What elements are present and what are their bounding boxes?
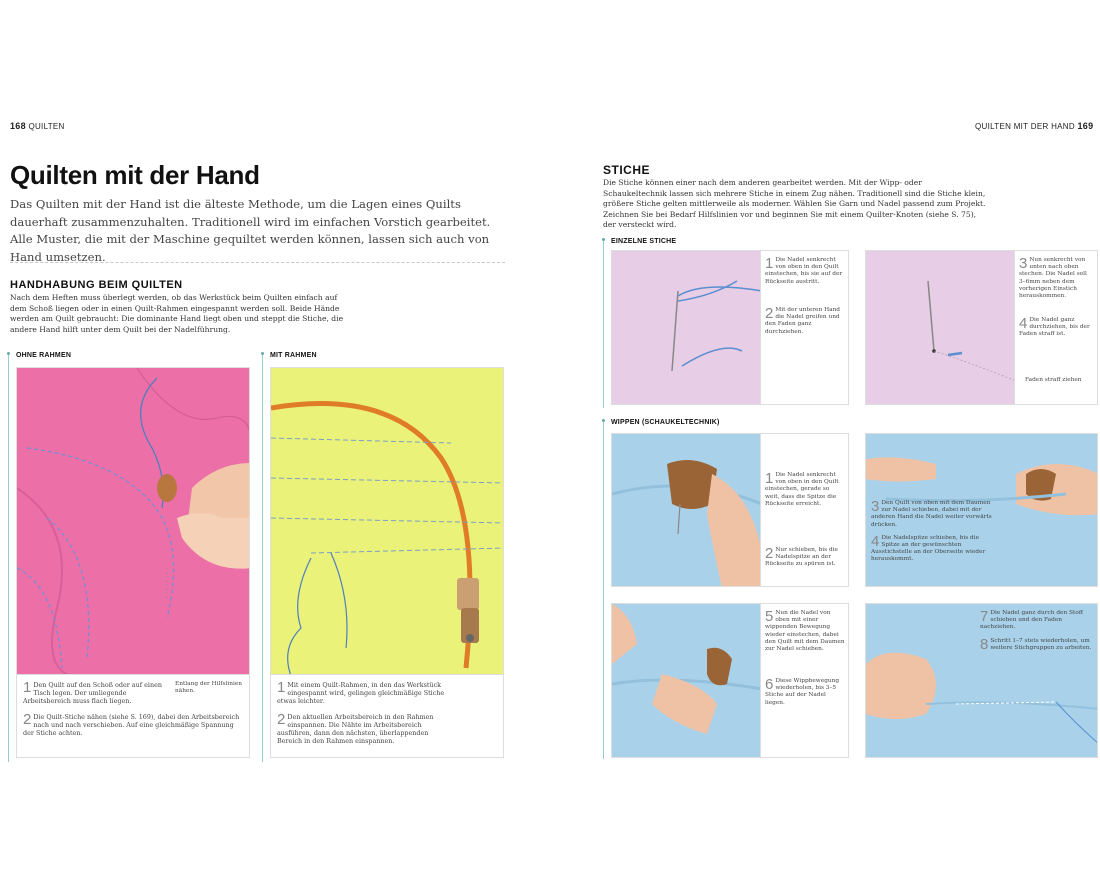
callout-faden-straff: Faden straff ziehen xyxy=(1025,377,1082,383)
step-number: 7 xyxy=(980,608,989,625)
photo-ohne-rahmen xyxy=(16,367,250,675)
step-text: Die Nadel ganz durch den Stoff schieben und den Faden nachziehen. xyxy=(980,610,1083,631)
heading-wippen: WIPPEN (SCHAUKELTECHNIK) xyxy=(611,419,720,426)
step-number: 8 xyxy=(980,635,989,653)
left-folio: 168 QUILTEN xyxy=(10,121,65,131)
step-number: 2 xyxy=(23,711,32,728)
step-text: Die Nadel senkrecht von oben in den Quilt einstechen, bis sie auf der Rückseite austritt. xyxy=(765,257,843,285)
heading-einzelne-stiche: EINZELNE STICHE xyxy=(611,238,677,245)
step-number: 2 xyxy=(765,545,774,562)
section-title-stiche: STICHE xyxy=(603,163,651,177)
step-number: 2 xyxy=(765,305,774,322)
step-number: 1 xyxy=(765,470,774,487)
step-text: Die Quilt-Stiche nähen (siehe S. 169), dabei den Arbeitsbereich nach und nach verschieben. Auf eine gleichmäßige Spannung der Stiche achten. xyxy=(23,713,240,737)
caption-einzelne-1 xyxy=(761,250,849,405)
step-number: 3 xyxy=(871,498,880,515)
caption-wippen-2 xyxy=(871,500,996,564)
section-text-handhabung: Nach dem Heften muss überlegt werden, ob das Werkstück beim Quilten einfach auf dem Schoß liegen oder in einen Quilt-Rahmen eingespannt werden soll. Beide Hände werden am Quilt gebraucht: Die dominante Hand liegt oben und steppt die Stiche, die andere Hand hilft unter dem Quilt bei der Nadelführung. xyxy=(10,293,344,334)
step-number: 4 xyxy=(871,532,880,550)
photo-wippen-1 xyxy=(611,433,761,587)
step-text: Mit einem Quilt-Rahmen, in den das Werkstück eingespannt wird, gelingen gleichmäßige Stiche etwas leichter. xyxy=(277,681,445,705)
step-number: 3 xyxy=(1019,255,1028,272)
step-text: Den Quilt von oben mit dem Daumen zur Nadel schieben, dabei mit der anderen Hand die Nadel weiter vorwärts drücken. xyxy=(871,500,992,528)
step-number: 1 xyxy=(23,679,32,696)
step-number: 1 xyxy=(765,255,774,272)
step-text: Die Nadel ganz durchziehen, bis der Faden straff ist. xyxy=(1019,317,1090,338)
caption-wippen-1 xyxy=(761,433,849,587)
step-text: Die Nadel senkrecht von oben in den Quilt einstechen, gerade so weit, dass die Spitze die Rückseite erreicht. xyxy=(765,472,839,507)
photo-wippen-3 xyxy=(611,603,761,758)
caption-box-mit-rahmen xyxy=(270,675,504,758)
column-marker xyxy=(8,352,9,762)
caption-box-ohne-rahmen xyxy=(16,675,250,758)
step-text: Nun die Nadel von oben mit einer wippenden Bewegung wieder einstechen, dabei den Quilt mit dem Daumen zur Nadel schieben. xyxy=(765,610,845,653)
step-text: Den Quilt auf den Schoß oder auf einen Tisch legen. Der umliegende Arbeitsbereich muss flach liegen. xyxy=(23,681,162,705)
section-marker xyxy=(603,419,604,759)
photo-einzelne-2 xyxy=(865,250,1015,405)
step-text: Schritt 1–7 stets wiederholen, um weitere Stichgruppen zu arbeiten. xyxy=(990,637,1092,651)
step-number: 5 xyxy=(765,608,774,625)
step-text: Diese Wippbewegung wiederholen, bis 3–5 Stiche auf der Nadel liegen. xyxy=(765,678,840,706)
step-text: Nur schieben, bis die Nadelspitze an der Rückseite zu spüren ist. xyxy=(765,547,838,568)
step-number: 6 xyxy=(765,676,774,693)
right-folio: QUILTEN MIT DER HAND 169 xyxy=(975,121,1094,131)
step-text: Mit der unteren Hand die Nadel greifen und den Faden ganz durchziehen. xyxy=(765,307,841,335)
step-text: Nun senkrecht von unten nach oben stechen. Die Nadel soll 3–6mm neben dem vorherigen Einstich herauskommen. xyxy=(1019,257,1087,300)
section-title-handhabung: HANDHABUNG BEIM QUILTEN xyxy=(10,279,183,291)
section-marker xyxy=(603,238,604,408)
intro-text: Das Quilten mit der Hand ist die älteste Methode, um die Lagen eines Quilts dauerhaft zusammenzuhalten. Traditionell wird im einfachen Vorstich gearbeitet. Alle Muster, die mit der Maschine gequiltet werden können, lassen sich auch von Hand umsetzen. xyxy=(10,197,491,264)
divider xyxy=(10,262,505,263)
heading-ohne-rahmen: OHNE RAHMEN xyxy=(16,352,72,359)
section-text-stiche: Die Stiche können einer nach dem anderen gearbeitet werden. Mit der Wipp- oder Schaukeltechnik lassen sich mehrere Stiche in einem Zug nähen. Traditionell sind die Stiche klein, größere Stiche gelten mittlerweile als moderner. Wählen Sie Garn und Nadel passend zum Projekt. Zeichnen Sie bei Bedarf Hilfslinien vor und beginnen Sie mit einem Quilter-Knoten (siehe S. 75), der versteckt wird. xyxy=(603,178,986,229)
column-marker xyxy=(262,352,263,762)
step-number: 4 xyxy=(1019,315,1028,332)
step-number: 2 xyxy=(277,711,286,728)
photo-mit-rahmen xyxy=(270,367,504,675)
caption-wippen-3 xyxy=(761,603,849,758)
photo-einzelne-1 xyxy=(611,250,761,405)
caption-wippen-4 xyxy=(980,610,1095,652)
step-text: Die Nadelspitze schieben, bis die Spitze an der gewünschten Ausstichstelle an der Oberseite wieder herauskommt. xyxy=(871,534,986,563)
heading-mit-rahmen: MIT RAHMEN xyxy=(270,352,317,359)
step-number: 1 xyxy=(277,679,286,696)
page-title: Quilten mit der Hand xyxy=(10,160,260,190)
step-text: Den aktuellen Arbeitsbereich in den Rahmen einspannen. Die Nähte im Arbeitsbereich ausführen, dann den nächsten, überlappenden Bereich in den Rahmen einspannen. xyxy=(277,713,434,745)
caption-einzelne-2 xyxy=(1015,250,1098,405)
side-note: Entlang der Hilfslinien nähen. xyxy=(175,681,242,695)
